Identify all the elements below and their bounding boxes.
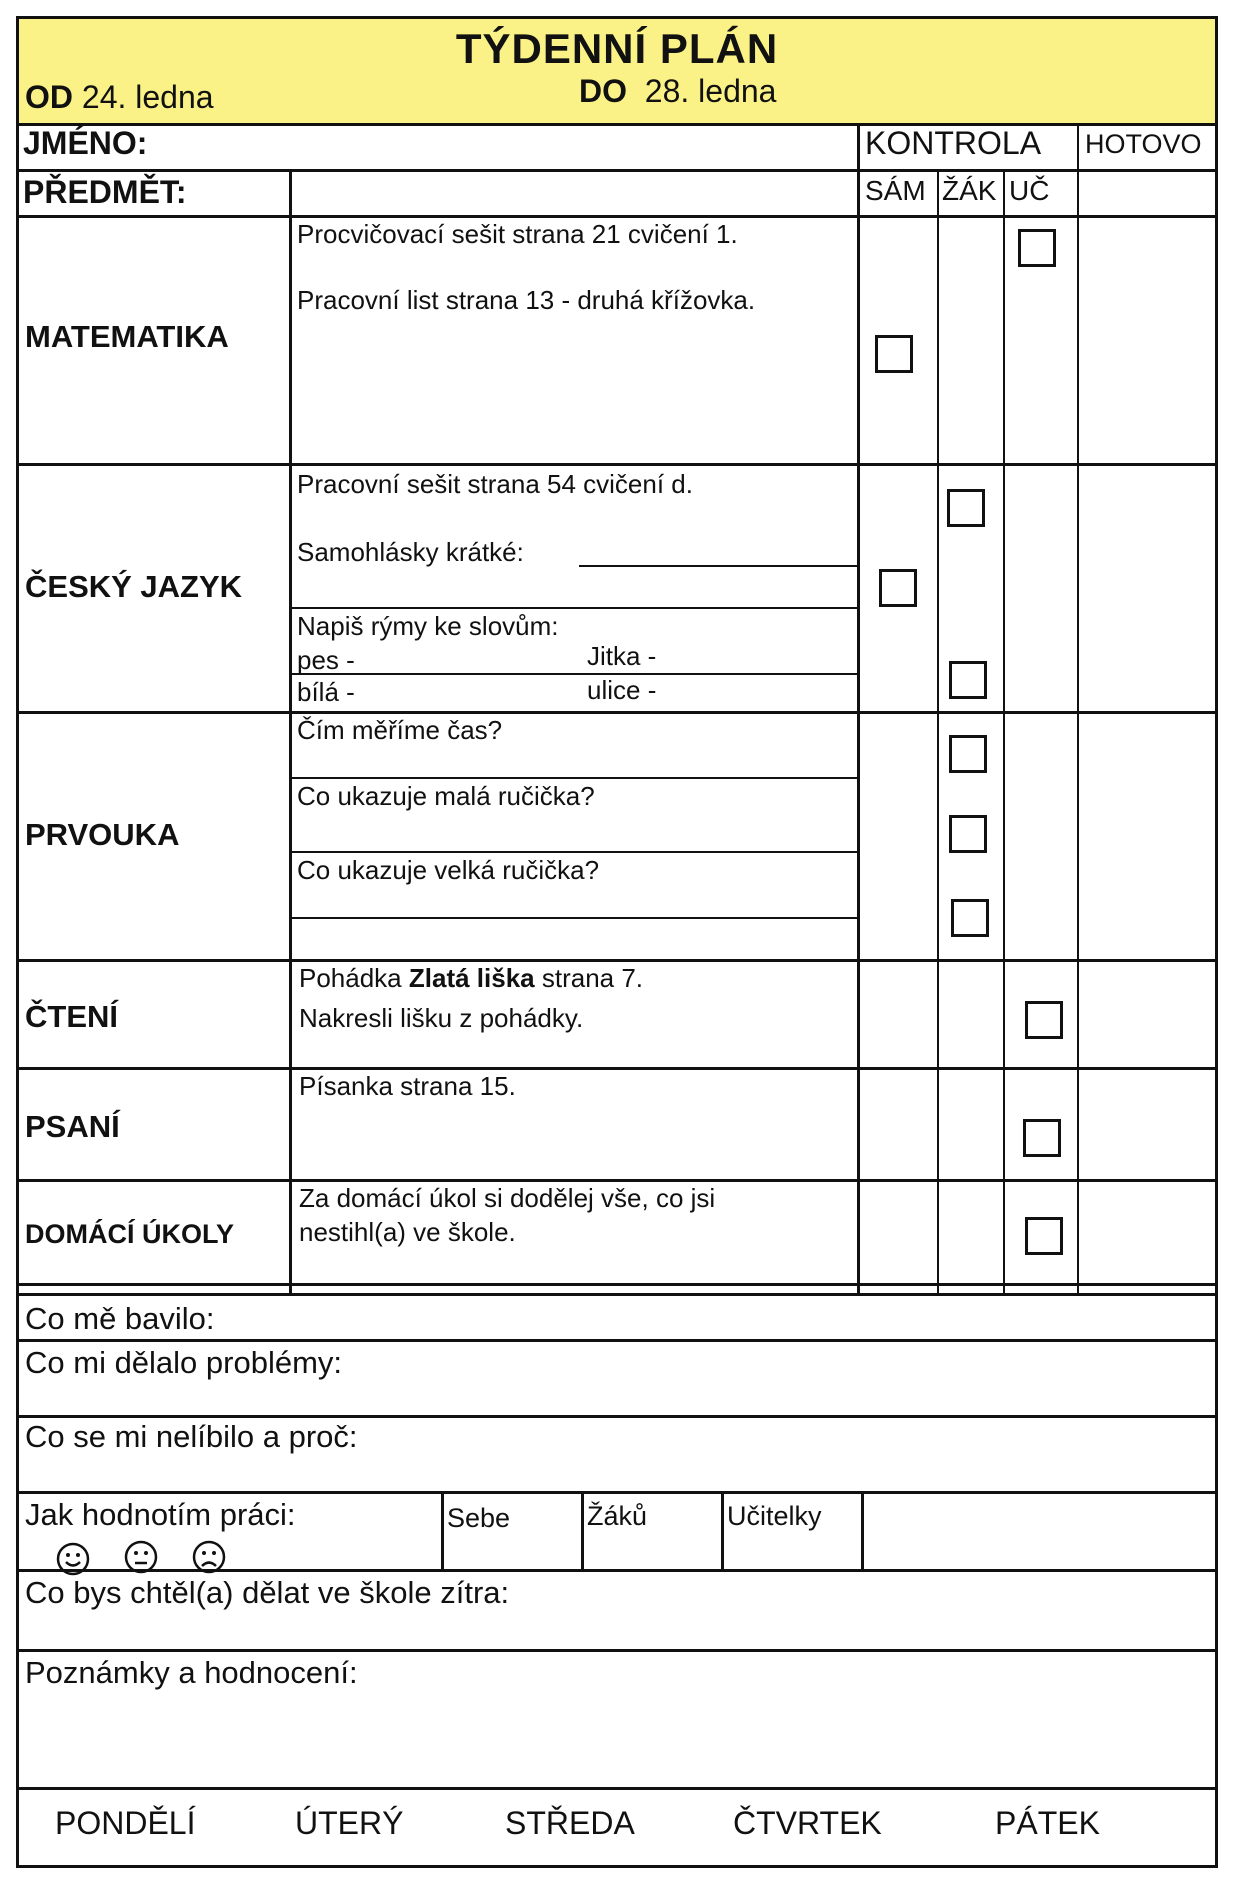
- divider: [19, 1339, 1215, 1342]
- divider: [857, 123, 860, 1293]
- do-value: 28. ledna: [644, 73, 777, 109]
- subject-matematika: MATEMATIKA: [25, 319, 229, 354]
- divider: [19, 463, 1215, 466]
- rating-ucitelky: Učitelky: [727, 1501, 822, 1531]
- prompt-bavilo: Co mě bavilo:: [25, 1301, 215, 1336]
- check-sam-cj[interactable]: [879, 569, 917, 607]
- check-zak-cj-2[interactable]: [949, 661, 987, 699]
- subject-domaci-ukoly: DOMÁCÍ ÚKOLY: [25, 1219, 235, 1249]
- subject-cteni: ČTENÍ: [25, 999, 118, 1034]
- subject-cesky-jazyk: ČESKÝ JAZYK: [25, 569, 243, 604]
- rhyme-bila: bílá -: [297, 677, 355, 707]
- divider: [19, 215, 1215, 218]
- divider: [857, 169, 1215, 171]
- prompt-poznamky: Poznámky a hodnocení:: [25, 1655, 358, 1690]
- task-cj-2: Samohlásky krátké:: [297, 537, 524, 567]
- check-uc-domaci[interactable]: [1025, 1217, 1063, 1255]
- divider: [289, 169, 292, 1293]
- divider: [19, 1179, 1215, 1182]
- task-cteni-1: [299, 963, 643, 994]
- task-prv-1: Čím měříme čas?: [297, 715, 503, 745]
- header-band: [19, 19, 1215, 126]
- rhyme-jitka: Jitka -: [587, 641, 657, 671]
- prompt-zitra: Co bys chtěl(a) dělat ve škole zítra:: [25, 1575, 510, 1610]
- divider: [937, 169, 939, 1293]
- prompt-nelibilo: Co se mi nelíbilo a proč:: [25, 1419, 358, 1454]
- prompt-problemy: Co mi dělalo problémy:: [25, 1345, 343, 1380]
- divider: [19, 1787, 1215, 1790]
- weekly-plan-sheet: [16, 16, 1218, 1868]
- page-title: TÝDENNÍ PLÁN: [455, 25, 779, 72]
- check-uc-math[interactable]: [1018, 229, 1056, 267]
- divider: [19, 711, 1215, 714]
- divider: [289, 607, 857, 609]
- od-label: OD: [25, 79, 73, 115]
- divider: [721, 1491, 724, 1569]
- task-psani: Písanka strana 15.: [299, 1071, 516, 1101]
- divider: [19, 1293, 1215, 1296]
- divider: [289, 917, 857, 919]
- divider: [581, 1491, 584, 1569]
- check-zak-prv-3[interactable]: [951, 899, 989, 937]
- divider: [19, 1649, 1215, 1652]
- divider: [289, 851, 857, 853]
- check-uc-cteni[interactable]: [1025, 1001, 1063, 1039]
- task-cteni-pre: Pohádka: [299, 963, 402, 993]
- check-zak-prv-2[interactable]: [949, 815, 987, 853]
- day-pondeli: PONDĚLÍ: [55, 1805, 196, 1841]
- divider: [289, 777, 857, 779]
- divider: [19, 1569, 1215, 1572]
- task-domaci-2: nestihl(a) ve škole.: [299, 1217, 516, 1247]
- day-patek: PÁTEK: [995, 1805, 1100, 1841]
- task-cteni-bold: Zlatá liška: [408, 963, 535, 993]
- check-sam-math[interactable]: [875, 335, 913, 373]
- prompt-hodnotim: Jak hodnotím práci:: [25, 1497, 296, 1532]
- task-cteni-2: Nakresli lišku z pohádky.: [299, 1003, 584, 1033]
- check-zak-cj-1[interactable]: [947, 489, 985, 527]
- task-math-2: Pracovní list strana 13 - druhá křížovka.: [297, 285, 756, 315]
- divider: [19, 1415, 1215, 1418]
- task-cj-3: Napiš rýmy ke slovům:: [297, 611, 559, 641]
- rhyme-ulice: ulice -: [587, 675, 657, 705]
- divider: [19, 1067, 1215, 1070]
- task-cteni-post: strana 7.: [541, 963, 644, 993]
- task-domaci-1: Za domácí úkol si dodělej vše, co jsi: [299, 1183, 716, 1213]
- subject-prvouka: PRVOUKA: [25, 817, 180, 852]
- check-uc-psani[interactable]: [1023, 1119, 1061, 1157]
- divider: [441, 1491, 444, 1569]
- sam-header: SÁM: [865, 175, 926, 206]
- rating-sebe: Sebe: [447, 1503, 511, 1533]
- answer-line[interactable]: [289, 673, 857, 675]
- divider: [1003, 169, 1005, 1293]
- divider: [1077, 123, 1079, 1293]
- divider: [19, 959, 1215, 962]
- name-label: JMÉNO:: [23, 125, 148, 161]
- rhyme-pes: pes -: [297, 645, 355, 675]
- divider: [19, 1283, 1215, 1286]
- task-math-1: Procvičovací sešit strana 21 cvičení 1.: [297, 219, 738, 249]
- answer-line[interactable]: [579, 565, 857, 567]
- zak-header: ŽÁK: [942, 175, 997, 206]
- date-from: [25, 79, 214, 116]
- task-cj-1: Pracovní sešit strana 54 cvičení d.: [297, 469, 693, 499]
- task-prv-2: Co ukazuje malá ručička?: [297, 781, 595, 811]
- day-ctvrtek: ČTVRTEK: [733, 1805, 882, 1841]
- subject-label: PŘEDMĚT:: [23, 174, 187, 210]
- subject-psani: PSANÍ: [25, 1109, 120, 1144]
- check-zak-prv-1[interactable]: [949, 735, 987, 773]
- task-prv-3: Co ukazuje velká ručička?: [297, 855, 600, 885]
- divider: [19, 1491, 1215, 1494]
- do-label: DO: [579, 73, 627, 109]
- kontrola-header: KONTROLA: [865, 125, 1042, 161]
- date-to: [579, 73, 776, 110]
- od-value: 24. ledna: [81, 79, 214, 115]
- uc-header: UČ: [1009, 175, 1050, 206]
- rating-zaku: Žáků: [587, 1501, 648, 1531]
- day-streda: STŘEDA: [505, 1805, 635, 1841]
- day-utery: ÚTERÝ: [295, 1805, 404, 1841]
- divider: [861, 1491, 864, 1569]
- hotovo-header: HOTOVO: [1085, 129, 1202, 159]
